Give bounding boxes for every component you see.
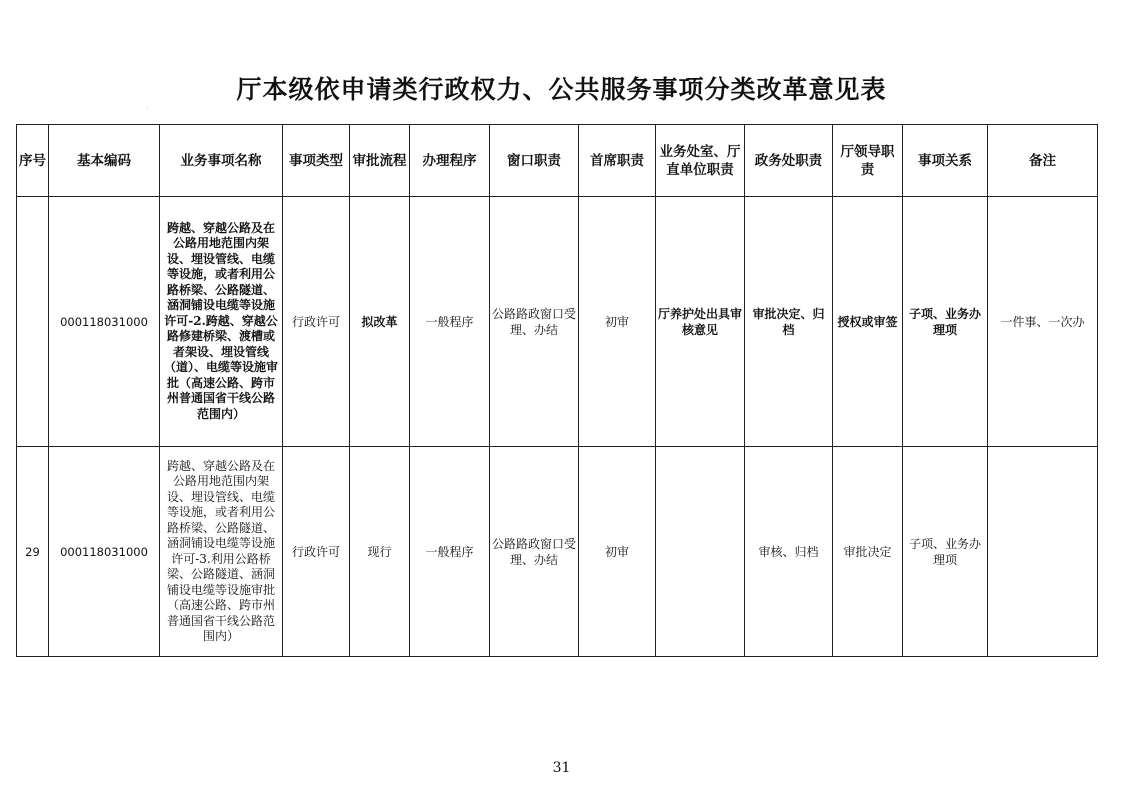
cell-type: 行政许可 [283, 197, 350, 447]
header-relation: 事项关系 [903, 125, 988, 197]
cell-admin: 审批决定、归档 [745, 197, 833, 447]
scan-dot: · [146, 105, 148, 112]
header-name: 业务事项名称 [160, 125, 283, 197]
cell-seq: 29 [17, 447, 49, 657]
header-leader: 厅领导职责 [833, 125, 903, 197]
header-division: 业务处室、厅直单位职责 [656, 125, 745, 197]
cell-leader: 审批决定 [833, 447, 903, 657]
cell-approval-flow: 现行 [350, 447, 410, 657]
header-window: 窗口职责 [490, 125, 579, 197]
cell-remarks: 一件事、一次办 [988, 197, 1098, 447]
cell-remarks [988, 447, 1098, 657]
table-row [17, 197, 1098, 447]
header-seq: 序号 [17, 125, 49, 197]
cell-admin: 审核、归档 [745, 447, 833, 657]
header-chief: 首席职责 [579, 125, 656, 197]
cell-division [656, 447, 745, 657]
cell-relation: 子项、业务办理项 [903, 197, 988, 447]
cell-code: 000118031000 [49, 447, 160, 657]
cell-name: 跨越、穿越公路及在公路用地范围内架设、埋设管线、电缆等设施，或者利用公路桥梁、公路隧道、涵洞铺设电缆等设施许可-2.跨越、穿越公路修建桥梁、渡槽或者架设、埋设管线（道）、电缆等设施审批（高速公路、跨市州普通国省干线公路范围内） [160, 197, 283, 447]
cell-window: 公路路政窗口受理、办结 [490, 197, 579, 447]
header-code: 基本编码 [49, 125, 160, 197]
reform-table [16, 124, 1098, 657]
cell-chief: 初审 [579, 447, 656, 657]
cell-window: 公路路政窗口受理、办结 [490, 447, 579, 657]
cell-procedure: 一般程序 [410, 447, 490, 657]
table-row [17, 447, 1098, 657]
cell-code: 000118031000 [49, 197, 160, 447]
cell-division: 厅养护处出具审核意见 [656, 197, 745, 447]
cell-type: 行政许可 [283, 447, 350, 657]
header-procedure: 办理程序 [410, 125, 490, 197]
table-header-row [17, 125, 1098, 197]
header-remarks: 备注 [988, 125, 1098, 197]
cell-approval-flow: 拟改革 [350, 197, 410, 447]
cell-relation: 子项、业务办理项 [903, 447, 988, 657]
cell-name: 跨越、穿越公路及在公路用地范围内架设、埋设管线、电缆等设施，或者利用公路桥梁、公路隧道、涵洞铺设电缆等设施许可-3.利用公路桥梁、公路隧道、涵洞铺设电缆等设施审批（高速公路、跨市州普通国省干线公路范围内） [160, 447, 283, 657]
header-admin: 政务处职责 [745, 125, 833, 197]
page-number: 31 [552, 760, 571, 776]
cell-procedure: 一般程序 [410, 197, 490, 447]
cell-leader: 授权或审签 [833, 197, 903, 447]
cell-chief: 初审 [579, 197, 656, 447]
header-type: 事项类型 [283, 125, 350, 197]
cell-seq [17, 197, 49, 447]
header-approval-flow: 审批流程 [350, 125, 410, 197]
page-title: 厅本级依申请类行政权力、公共服务事项分类改革意见表 [236, 75, 887, 104]
